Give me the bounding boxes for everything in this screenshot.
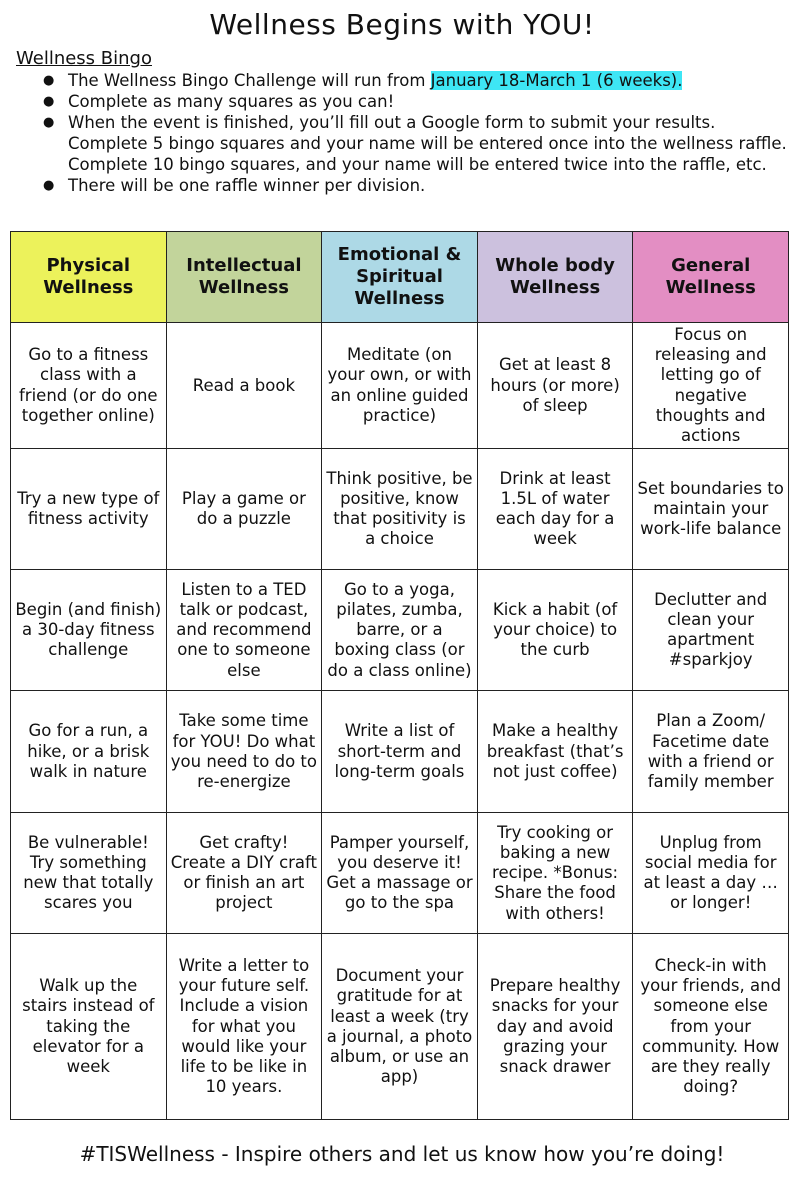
- bingo-square: Meditate (on your own, or with an online guided practice): [322, 323, 478, 449]
- bingo-square: Go to a fitness class with a friend (or do one together online): [11, 323, 167, 449]
- date-highlight: January 18-March 1 (6 weeks).: [430, 71, 683, 90]
- header-emotional-spiritual-wellness: Emotional & Spiritual Wellness: [322, 232, 478, 323]
- section-heading: Wellness Bingo: [16, 48, 152, 69]
- bingo-square: Think positive, be positive, know that positivity is a choice: [322, 449, 478, 570]
- bingo-square: Document your gratitude for at least a week (try a journal, a photo album, or use an app): [322, 934, 478, 1120]
- bingo-square: Focus on releasing and letting go of negative thoughts and actions: [633, 323, 789, 449]
- bingo-square: Unplug from social media for at least a day …or longer!: [633, 813, 789, 934]
- bullet-icon: ●: [43, 94, 55, 109]
- bingo-square: Get crafty! Create a DIY craft or finish an art project: [166, 813, 322, 934]
- bingo-square: Plan a Zoom/ Facetime date with a friend or family member: [633, 691, 789, 813]
- bingo-row: [11, 934, 789, 1120]
- header-physical-wellness: Physical Wellness: [11, 232, 167, 323]
- intro-text: The Wellness Bingo Challenge will run from: [68, 71, 431, 90]
- list-item: [40, 175, 790, 196]
- bingo-row: [11, 691, 789, 813]
- bingo-square: Try a new type of fitness activity: [11, 449, 167, 570]
- list-item: [40, 91, 790, 112]
- bingo-row: [11, 323, 789, 449]
- header-whole-body-wellness: Whole body Wellness: [477, 232, 633, 323]
- intro-text: When the event is finished, you’ll fill out a Google form to submit your results. Complete 5 bingo squares and your name will be entered once into the wellness raffle. Complete 10 bingo squares, and your name will be entered twice into the raffle, etc.: [68, 113, 787, 174]
- footer-hashtag: #TISWellness - Inspire others and let us know how you’re doing!: [79, 1142, 725, 1166]
- intro-text: There will be one raffle winner per division.: [68, 176, 426, 195]
- bingo-square: Drink at least 1.5L of water each day for a week: [477, 449, 633, 570]
- header-general-wellness: General Wellness: [633, 232, 789, 323]
- bingo-grid: [10, 231, 789, 1120]
- bingo-square: Set boundaries to maintain your work-life balance: [633, 449, 789, 570]
- bingo-square: Be vulnerable! Try something new that totally scares you: [11, 813, 167, 934]
- bingo-header-row: [11, 232, 789, 323]
- bingo-square: Go for a run, a hike, or a brisk walk in nature: [11, 691, 167, 813]
- bingo-square: Write a letter to your future self. Include a vision for what you would like your life to be like in 10 years.: [166, 934, 322, 1120]
- list-item: [40, 70, 790, 91]
- bingo-square: Begin (and finish) a 30-day fitness challenge: [11, 570, 167, 691]
- bingo-square: Prepare healthy snacks for your day and avoid grazing your snack drawer: [477, 934, 633, 1120]
- bingo-square: Take some time for YOU! Do what you need to do to re-energize: [166, 691, 322, 813]
- header-intellectual-wellness: Intellectual Wellness: [166, 232, 322, 323]
- intro-text: Complete as many squares as you can!: [68, 92, 395, 111]
- bingo-square: Check-in with your friends, and someone else from your community. How are they really doing?: [633, 934, 789, 1120]
- bingo-square: Declutter and clean your apartment #sparkjoy: [633, 570, 789, 691]
- bingo-square: Listen to a TED talk or podcast, and recommend one to someone else: [166, 570, 322, 691]
- bingo-square: Play a game or do a puzzle: [166, 449, 322, 570]
- bingo-square: Go to a yoga, pilates, zumba, barre, or a boxing class (or do a class online): [322, 570, 478, 691]
- bingo-square: Kick a habit (of your choice) to the curb: [477, 570, 633, 691]
- bingo-row: [11, 570, 789, 691]
- bingo-square: Write a list of short-term and long-term goals: [322, 691, 478, 813]
- bullet-icon: ●: [43, 178, 55, 193]
- bingo-square: Walk up the stairs instead of taking the elevator for a week: [11, 934, 167, 1120]
- bingo-square: Try cooking or baking a new recipe. *Bonus: Share the food with others!: [477, 813, 633, 934]
- bingo-square: Make a healthy breakfast (that’s not just coffee): [477, 691, 633, 813]
- bingo-square: Get at least 8 hours (or more) of sleep: [477, 323, 633, 449]
- bullet-icon: ●: [43, 115, 55, 130]
- bullet-icon: ●: [43, 73, 55, 88]
- bingo-row: [11, 449, 789, 570]
- bingo-square: Pamper yourself, you deserve it! Get a massage or go to the spa: [322, 813, 478, 934]
- list-item: [40, 112, 790, 175]
- page-title: Wellness Begins with YOU!: [209, 8, 595, 41]
- bingo-square: Read a book: [166, 323, 322, 449]
- bingo-row: [11, 813, 789, 934]
- intro-list: [40, 70, 790, 196]
